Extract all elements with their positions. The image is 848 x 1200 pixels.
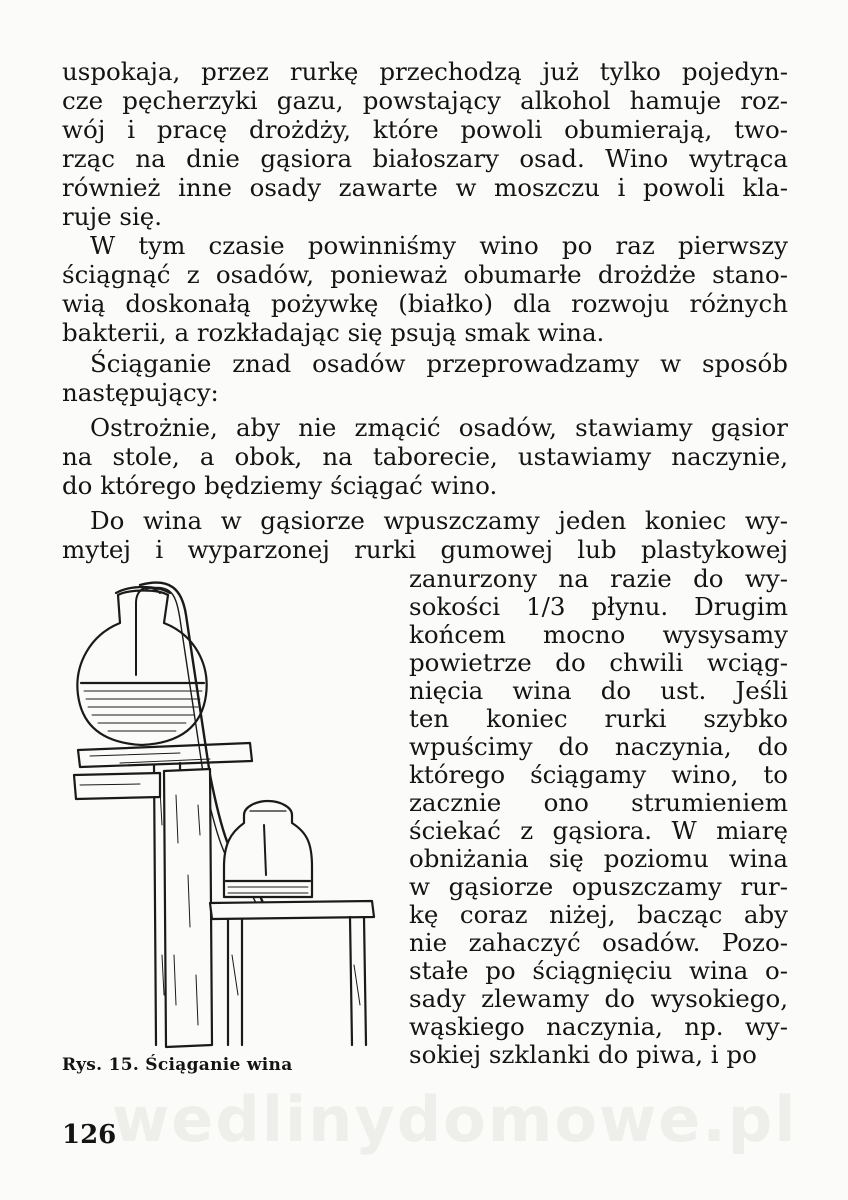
text-line: nie zahaczyć osadów. Pozo- xyxy=(409,928,788,957)
siphon-illustration xyxy=(60,575,390,1050)
text-line: rząc na dnie gąsiora białoszary osad. Wino wytrąca xyxy=(62,144,788,173)
text-line: wąskiego naczynia, np. wy- xyxy=(409,1012,788,1041)
text-line: zacznie ono strumieniem xyxy=(409,788,788,817)
text-line: do którego będziemy ściągać wino. xyxy=(62,471,498,500)
text-line: kę coraz niżej, bacząc aby xyxy=(409,900,788,929)
text-line: ściągnąć z osadów, ponieważ obumarłe drożdże stano- xyxy=(62,260,788,289)
text-line: W tym czasie powinniśmy wino po raz pierwszy xyxy=(90,231,788,260)
text-line: sokości 1/3 płynu. Drugim xyxy=(409,592,788,621)
text-line: wpuścimy do naczynia, do xyxy=(409,732,788,761)
text-line: bakterii, a rozkładając się psują smak wina. xyxy=(62,318,605,347)
stool-post xyxy=(164,769,212,1047)
text-line: Ostrożnie, aby nie zmącić osadów, stawiamy gąsior xyxy=(90,413,788,442)
text-line: ten koniec rurki szybko xyxy=(409,704,788,733)
watermark-text: wedlinydomowe.pl xyxy=(112,1083,798,1156)
text-line: mytej i wyparzonej rurki gumowej lub plastykowej xyxy=(62,535,788,564)
text-line: którego ściągamy wino, to xyxy=(409,760,788,789)
text-line: następujący: xyxy=(62,378,219,407)
text-line: ruje się. xyxy=(62,202,163,231)
text-line: stałe po ściągnięciu wina o- xyxy=(409,956,788,985)
page-number: 126 xyxy=(62,1120,117,1150)
text-line: powietrze do chwili wciąg- xyxy=(409,648,788,677)
text-line: Do wina w gąsiorze wpuszczamy jeden koniec wy- xyxy=(90,506,788,535)
text-line: na stole, a obok, na taborecie, ustawiamy naczynie, xyxy=(62,442,788,471)
text-line: końcem mocno wysysamy xyxy=(409,620,788,649)
text-line: zanurzony na razie do wy- xyxy=(409,564,788,593)
figure-caption: Rys. 15. Ściąganie wina xyxy=(62,1055,293,1075)
text-line: sady zlewamy do wysokiego, xyxy=(409,984,788,1013)
text-line: nięcia wina do ust. Jeśli xyxy=(409,676,788,705)
text-line: również inne osady zawarte w moszczu i powoli kla- xyxy=(62,173,788,202)
text-line: cze pęcherzyki gazu, powstający alkohol hamuje roz- xyxy=(62,86,788,115)
lower-bottle xyxy=(224,801,312,897)
text-line: Ściąganie znad osadów przeprowadzamy w sposób xyxy=(90,349,788,378)
text-line: w gąsiorze opuszczamy rur- xyxy=(409,872,788,901)
text-line: ściekać z gąsiora. W miarę xyxy=(409,816,788,845)
text-line: wią doskonałą pożywkę (białko) dla rozwoju różnych xyxy=(62,289,788,318)
text-line: obniżania się poziomu wina xyxy=(409,844,788,873)
text-line: sokiej szklanki do piwa, i po xyxy=(409,1040,757,1069)
text-line: wój i pracę drożdży, które powoli obumierają, two- xyxy=(62,115,788,144)
upper-table-top xyxy=(78,743,252,767)
text-line: uspokaja, przez rurkę przechodzą już tylko pojedyn- xyxy=(62,57,788,86)
